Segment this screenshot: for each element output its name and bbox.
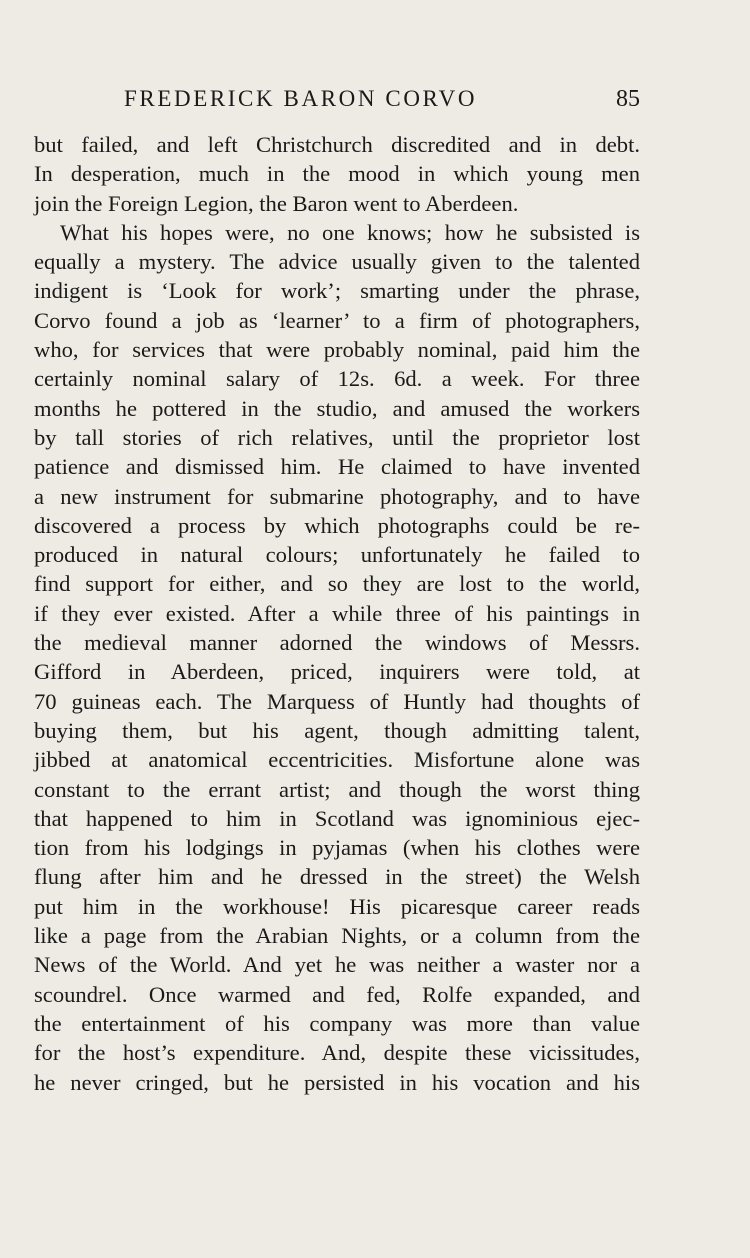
text-line: tion from his lodgings in pyjamas (when his clothes were — [34, 835, 640, 861]
text-line: produced in natural colours; unfortunately he failed to — [34, 542, 640, 568]
text-line: months he pottered in the studio, and amused the workers — [34, 395, 640, 421]
text-line: put him in the workhouse! His picaresque career reads — [34, 893, 640, 919]
text-line: jibbed at anatomical eccentricities. Misfortune alone was — [34, 747, 640, 773]
page-header — [124, 82, 640, 116]
text-line: Gifford in Aberdeen, priced, inquirers were told, at — [34, 659, 640, 685]
text-line: that happened to him in Scotland was ignominious ejec- — [34, 805, 640, 831]
text-line: find support for either, and so they are lost to the world, — [34, 571, 640, 597]
running-title: FREDERICK BARON CORVO — [124, 86, 478, 111]
text-line: constant to the errant artist; and though the worst thing — [34, 776, 640, 802]
text-line: equally a mystery. The advice usually given to the talented — [34, 249, 640, 275]
text-line: for the host’s expenditure. And, despite these vicissitudes, — [34, 1040, 640, 1066]
page-number: 85 — [616, 86, 640, 112]
body-text — [34, 130, 640, 1097]
text-line: the medieval manner adorned the windows of Messrs. — [34, 630, 640, 656]
text-line: In desperation, much in the mood in which young men — [34, 161, 640, 187]
text-line: 70 guineas each. The Marquess of Huntly had thoughts of — [34, 688, 640, 714]
text-line: patience and dismissed him. He claimed to have invented — [34, 454, 640, 480]
text-line: Corvo found a job as ‘learner’ to a firm of photographers, — [34, 307, 640, 333]
text-line: the entertainment of his company was more than value — [34, 1010, 640, 1036]
text-line: join the Foreign Legion, the Baron went to Aberdeen. — [34, 190, 519, 216]
text-line: certainly nominal salary of 12s. 6d. a week. For three — [34, 366, 640, 392]
text-line: if they ever existed. After a while three of his paintings in — [34, 600, 640, 626]
text-line: scoundrel. Once warmed and fed, Rolfe expanded, and — [34, 981, 640, 1007]
text-line: but failed, and left Christchurch discredited and in debt. — [34, 132, 640, 157]
text-line: by tall stories of rich relatives, until the proprietor lost — [34, 424, 640, 450]
text-line: What his hopes were, no one knows; how he subsisted is — [60, 219, 640, 245]
text-line: indigent is ‘Look for work’; smarting under the phrase, — [34, 278, 640, 304]
text-line: who, for services that were probably nominal, paid him the — [34, 337, 640, 363]
text-line: News of the World. And yet he was neither a waster nor a — [34, 952, 640, 978]
text-line: discovered a process by which photographs could be re- — [34, 512, 640, 538]
text-line: he never cringed, but he persisted in his vocation and his — [34, 1069, 640, 1095]
text-line: a new instrument for submarine photography, and to have — [34, 483, 640, 509]
text-line: buying them, but his agent, though admitting talent, — [34, 717, 640, 743]
text-line: like a page from the Arabian Nights, or a column from the — [34, 923, 640, 949]
text-line: flung after him and he dressed in the street) the Welsh — [34, 864, 640, 890]
